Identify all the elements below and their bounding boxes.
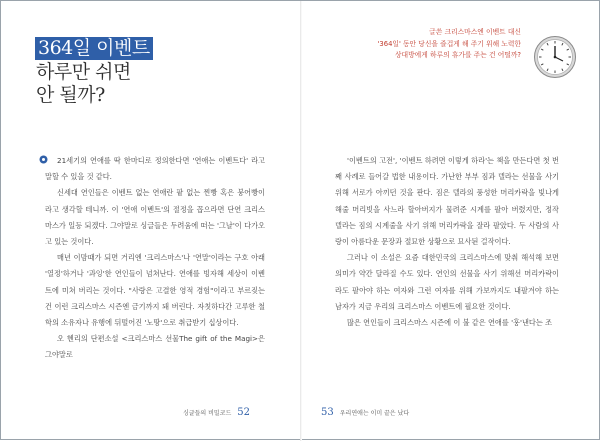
left-column-text — [45, 153, 265, 364]
callout-line-1: 글쓴 크리스마스엔 이벤트 대신 — [429, 28, 521, 36]
page-number-left: 52 — [237, 407, 251, 418]
paragraph: 매년 이맘때가 되면 거리엔 '크리스마스'나 '연말'이라는 구호 아래 '열정'하거나 '과잉'한 연인들이 넘쳐난다. 연애를 빙자해 세상이 이벤트에 미쳐 버리는 것이다. "사랑은 고결한 영적 경험"이라고 부르짖는 건 이런 크리스마스 시즌엔 금기까지 돼 버린다. 자칫하다간 고루한 철학의 소유자나 유행에 뒤떨어진 '노땅'으로 취급받기 십상이다. — [45, 253, 265, 328]
footer-right — [321, 407, 409, 418]
title-line-3: 안 될까? — [36, 84, 105, 106]
header-callout — [291, 27, 521, 62]
footer-left — [183, 407, 250, 418]
paragraph: 그러나 이 소설은 요즘 대한민국의 크리스마스에 맞춰 해석해 보면 의미가 약간 달라질 수도 있다. 연인의 선물을 사기 위해선 머리카락이라도 팔아야 하는 여자와 그런 여자를 위해 가보까지도 내팔겨야 하는 남자가 지금 우리의 크리스마스 이벤트에 필요한 것이다. — [335, 253, 559, 311]
right-column-text — [335, 153, 559, 331]
paragraph: 21세기의 연애를 딱 한마디로 정의한다면 '연애는 이벤트다' 라고 말할 수 있을 것 같다. — [45, 156, 265, 182]
page-number-right: 53 — [321, 407, 334, 418]
callout-line-3: 상대방에게 하루의 휴가를 주는 건 어떨까? — [394, 51, 521, 60]
title-highlight: 364일 이벤트 — [35, 37, 153, 60]
paragraph: 많은 연인들이 크리스마스 시즌에 이 불 같은 연애를 '훙'낸다는 조 — [347, 318, 553, 328]
page-gutter — [300, 1, 302, 441]
callout-line-2: '364일' 동안 당신을 즐겁게 해 주기 위해 노력한 — [377, 39, 521, 48]
title-line-2: 하루만 쉬면 — [36, 61, 131, 83]
article-title — [35, 37, 153, 107]
section-label-right: 우리연애는 이미 끝은 났다 — [339, 410, 410, 417]
section-label-left: 싱글들의 비밀코드 — [183, 410, 232, 417]
paragraph: '이벤트의 고전', '이벤트 하려면 이렇게 하라'는 책을 만든다면 첫 번째 사례로 들어갈 법한 내용이다. 가난한 부부 짐과 델라는 선물을 사기 위해 서로가 아끼던 것을 판다. 짐은 델라의 풍성한 머리카락을 빛나게 해줄 머리빗을 사느라 할아버지가 물려준 시계를 팔아 버렸지만, 정작 델라는 짐의 시계줄을 사기 위해 머리카락을 잘라 팔았다. 두 사람의 사랑이 아름다운 문장과 절묘한 상황으로 묘사된 걸작이다. — [335, 156, 559, 247]
paragraph: 오 헨리의 단편소설 <크리스마스 선물The gift of the Magi>은 그야말로 — [45, 334, 265, 360]
paragraph: 신세대 연인들은 이벤트 없는 연애란 팥 없는 찐빵 혹은 붕어빵이라고 생각할 테니까. 이 '연애 이벤트'의 절정을 꼽으라면 단연 크리스마스가 일등 되겠다. 그야말로 싱글들은 두려움에 떠는 '그날'이 다가오고 있는 것이다. — [45, 188, 265, 247]
clock-icon — [533, 35, 577, 79]
